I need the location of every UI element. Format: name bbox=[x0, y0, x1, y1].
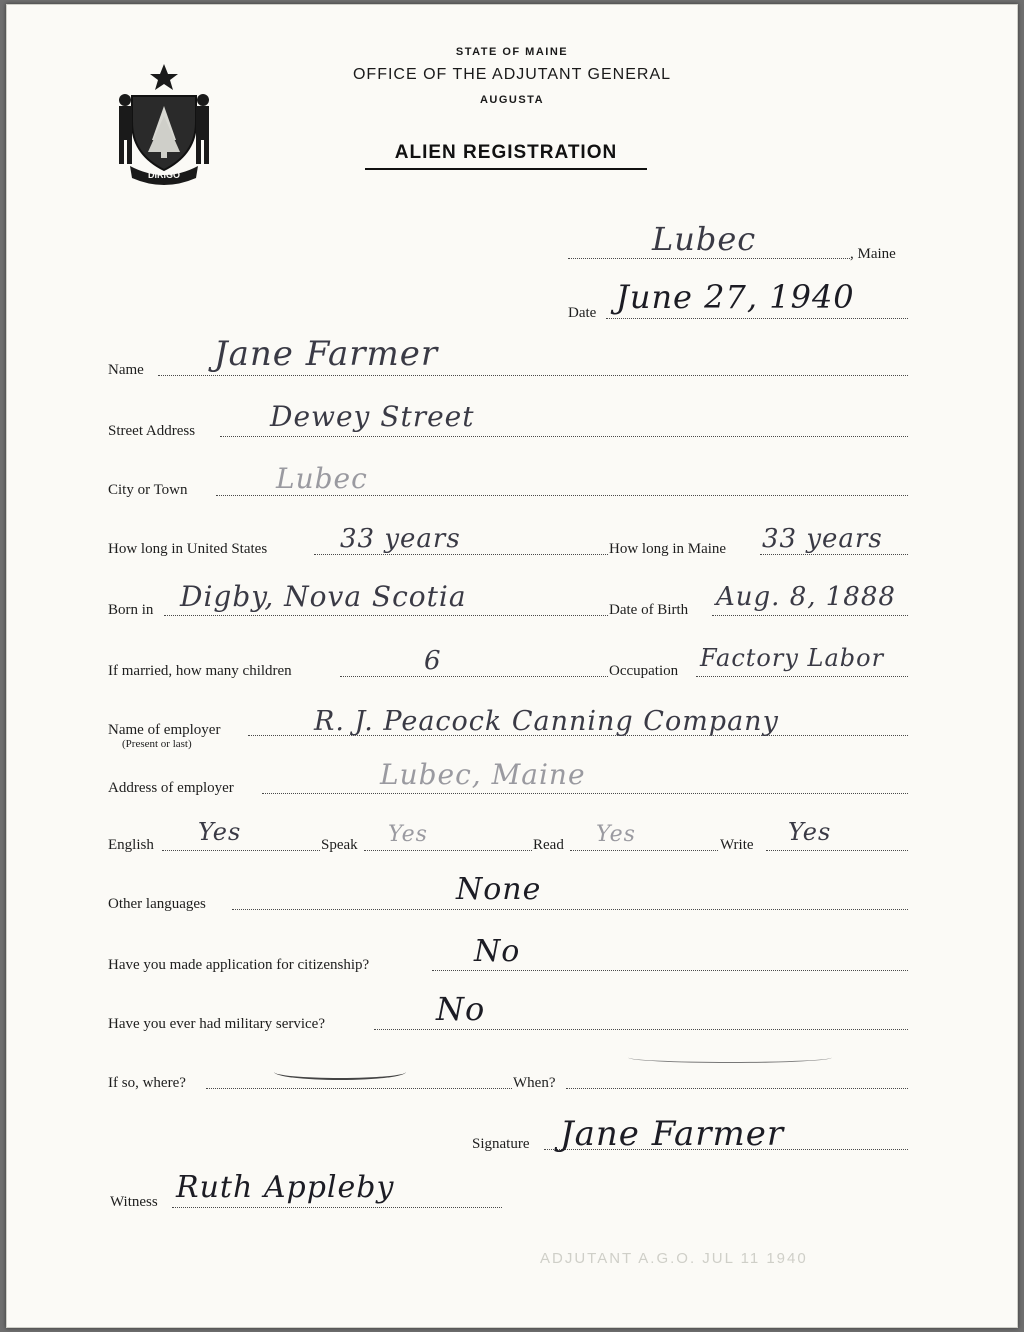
employer-label: Name of employer bbox=[108, 722, 221, 738]
signature-value: Jane Farmer bbox=[560, 1114, 785, 1154]
city-line bbox=[216, 495, 908, 496]
military-label: Have you ever had military service? bbox=[108, 1016, 325, 1032]
date-value: June 27, 1940 bbox=[616, 278, 855, 316]
city-heading: AUGUSTA bbox=[479, 94, 545, 106]
write-line bbox=[766, 850, 908, 851]
witness-line bbox=[172, 1207, 502, 1208]
employer-value: R. J. Peacock Canning Company bbox=[314, 706, 779, 737]
read-value: Yes bbox=[596, 822, 636, 847]
street-label: Street Address bbox=[108, 423, 196, 439]
name-line bbox=[158, 375, 908, 376]
speak-line bbox=[364, 850, 532, 851]
employer-address-line bbox=[262, 793, 908, 794]
us-duration-label: How long in United States bbox=[108, 541, 268, 557]
read-line bbox=[570, 850, 718, 851]
form-title: ALIEN REGISTRATION bbox=[394, 142, 618, 163]
english-value: Yes bbox=[198, 818, 242, 846]
birthdate-label: Date of Birth bbox=[609, 602, 689, 618]
state-heading: STATE OF MAINE bbox=[455, 46, 569, 58]
occupation-line bbox=[696, 676, 908, 677]
english-line bbox=[162, 850, 320, 851]
where-dash-mark bbox=[274, 1064, 406, 1080]
languages-label: Other languages bbox=[108, 896, 206, 912]
us-duration-value: 33 years bbox=[340, 524, 461, 554]
speak-label: Speak bbox=[321, 837, 358, 853]
occupation-label: Occupation bbox=[609, 663, 679, 679]
children-label: If married, how many children bbox=[108, 663, 292, 679]
street-line bbox=[220, 436, 908, 437]
signature-label: Signature bbox=[472, 1136, 530, 1152]
witness-value: Ruth Appleby bbox=[176, 1170, 395, 1205]
birthdate-line bbox=[712, 615, 908, 616]
write-value: Yes bbox=[788, 818, 832, 846]
seal-motto: DIRIGO bbox=[147, 170, 181, 180]
languages-value: None bbox=[456, 872, 542, 907]
city-value: Lubec bbox=[276, 462, 368, 495]
us-duration-line bbox=[314, 554, 608, 555]
employer-sublabel: (Present or last) bbox=[122, 738, 192, 750]
witness-label: Witness bbox=[110, 1194, 158, 1210]
when-dash-mark bbox=[628, 1052, 832, 1063]
city-label: City or Town bbox=[108, 482, 188, 498]
write-label: Write bbox=[720, 837, 754, 853]
birthplace-value: Digby, Nova Scotia bbox=[180, 580, 467, 613]
employer-address-label: Address of employer bbox=[108, 780, 234, 796]
english-label: English bbox=[108, 837, 154, 853]
children-line bbox=[340, 676, 608, 677]
military-line bbox=[374, 1029, 908, 1030]
date-line bbox=[606, 318, 908, 319]
read-label: Read bbox=[533, 837, 564, 853]
languages-line bbox=[232, 909, 908, 910]
name-value: Jane Farmer bbox=[214, 334, 439, 374]
town-line bbox=[568, 258, 850, 259]
where-label: If so, where? bbox=[108, 1075, 186, 1091]
where-line bbox=[206, 1088, 512, 1089]
office-heading: OFFICE OF THE ADJUTANT GENERAL bbox=[352, 66, 672, 83]
birthplace-label: Born in bbox=[108, 602, 154, 618]
title-underline bbox=[365, 168, 647, 170]
when-label: When? bbox=[513, 1075, 556, 1091]
street-value: Dewey Street bbox=[270, 400, 475, 433]
received-stamp: ADJUTANT A.G.O. JUL 11 1940 bbox=[540, 1250, 808, 1267]
maine-duration-label: How long in Maine bbox=[609, 541, 727, 557]
maine-duration-line bbox=[760, 554, 908, 555]
maine-duration-value: 33 years bbox=[762, 524, 883, 554]
citizenship-value: No bbox=[474, 934, 521, 969]
town-value: Lubec bbox=[652, 220, 757, 258]
when-line bbox=[566, 1088, 908, 1089]
military-value: No bbox=[436, 990, 486, 1028]
town-suffix: , Maine bbox=[850, 246, 896, 262]
date-label: Date bbox=[568, 305, 597, 321]
occupation-value: Factory Labor bbox=[700, 644, 885, 672]
citizenship-label: Have you made application for citizenship? bbox=[108, 957, 370, 973]
birthplace-line bbox=[164, 615, 608, 616]
name-label: Name bbox=[108, 362, 144, 378]
birthdate-value: Aug. 8, 1888 bbox=[716, 582, 896, 612]
speak-value: Yes bbox=[388, 822, 428, 847]
employer-address-value: Lubec, Maine bbox=[380, 758, 586, 791]
children-value: 6 bbox=[424, 646, 442, 676]
citizenship-line bbox=[432, 970, 908, 971]
